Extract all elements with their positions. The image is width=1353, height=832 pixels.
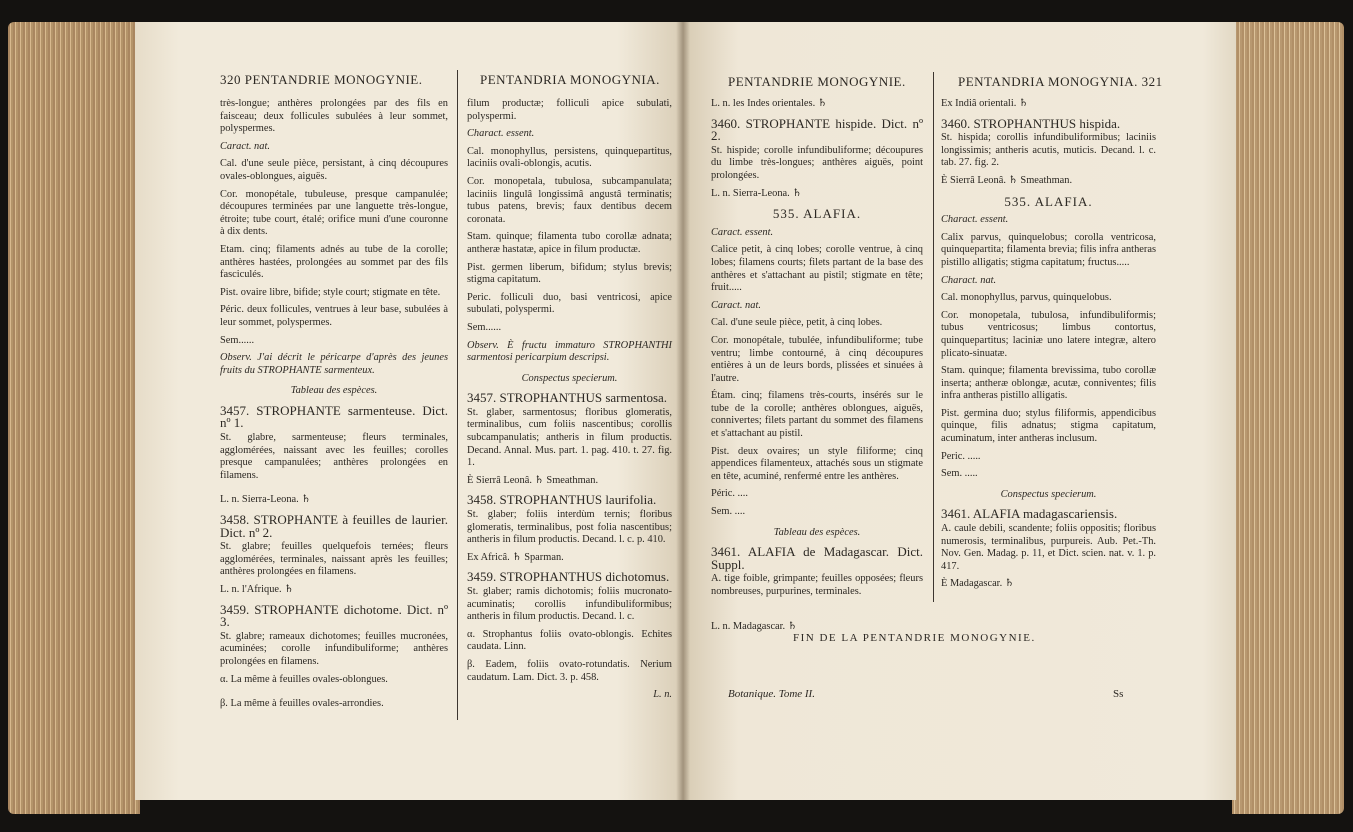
section-heading: Tableau des espèces.: [773, 526, 861, 538]
text-block: Pist. germina duo; stylus filiformis, appendicibus quinque, filis adnatus; stigma capitatum, acuminatum, inter antheras inclusum.: [941, 407, 1156, 445]
right-page: [683, 22, 1236, 800]
page-number: 321: [1141, 74, 1163, 89]
species-entry: 3461. ALAFIA de Madagascar. Dict. Suppl.: [711, 544, 923, 572]
locality: L. n. Sierra-Leona. ♄: [711, 187, 802, 199]
text-block: Cor. monopétale, tubuleuse, presque campanulée; découpures terminées par une languette très-longue, étroite; tube court, étalé; orifice muni d'une couronne à dix dents.: [220, 188, 448, 238]
locality: È Sierrâ Leonâ. ♄ Smeathman.: [467, 474, 599, 486]
locality: È Sierrâ Leonâ. ♄ Smeathman.: [941, 174, 1073, 186]
observation: Observ. J'ai décrit le péricarpe d'après des jeunes fruits du STROPHANTE sarmenteux.: [220, 352, 448, 376]
locality: Ex Indiâ orientali. ♄: [941, 98, 1029, 109]
left-page-edges: [8, 22, 140, 814]
species-description: St. hispida; corollis infundibuliformibus; laciniis longissimis; antheris acutis, muticis. Decand. l. c. tab. 27. fig. 2.: [941, 132, 1156, 169]
species-description: St. hispide; corolle infundibuliforme; découpures du limbe très-longues; anthères aiguës, point prolongées.: [711, 144, 923, 181]
species-entry: 3460. STROPHANTE hispide. Dict. nº 2.: [711, 115, 923, 144]
species-entry: 3458. STROPHANTHUS laurifolia.: [467, 492, 657, 508]
section-label: Caract. nat.: [220, 140, 270, 152]
genus-heading: 535. ALAFIA.: [1004, 193, 1093, 209]
species-description: St. glaber; ramis dichotomis; foliis mucronato-acuminatis; corollis infundibuliformibus; antheris in filum productis. Decand. l. c.: [467, 586, 672, 623]
species-description: A. caule debili, scandente; foliis oppositis; floribus numerosis, terminalibus, purpureis. Aub. Pet.-Th. Nov. Gen. Madag. p. 11, et Dict. scien. nat. v. 1. p. 417.: [941, 523, 1156, 572]
right-page-edges: [1232, 22, 1344, 814]
text-block: Etam. cinq; filaments adnés au tube de la corolle; anthères hastées, prolongées au sommet par des fils fasciculés.: [220, 243, 448, 281]
species-entry: 3458. STROPHANTE à feuilles de laurier. Dict. nº 2.: [220, 512, 448, 540]
catchword: L. n.: [653, 689, 672, 701]
section-label: Charact. nat.: [941, 274, 997, 286]
text-block: Sem. .....: [941, 468, 978, 480]
running-head-fr: PENTANDRIE MONOGYNIE.: [244, 72, 423, 87]
species-entry: 3461. ALAFIA madagascariensis.: [941, 506, 1118, 522]
section-label: Caract. essent.: [711, 226, 774, 238]
locality: Ex Africâ. ♄ Sparman.: [467, 551, 564, 563]
page-number: 320: [220, 72, 241, 87]
left-page: [135, 22, 683, 800]
variety: α. La même à feuilles ovales-oblongues.: [220, 673, 388, 685]
text-block: Sem. ....: [711, 506, 746, 518]
text-block: Cor. monopetala, tubulosa, subcampanulata; laciniis lingulâ longissimâ angustâ terminatis; tubus patens, brevis; faux dentibus decem coronata.: [467, 175, 672, 225]
section-heading: Tableau des espèces.: [290, 385, 378, 397]
text-block: Peric. .....: [941, 450, 981, 462]
book-gutter: [676, 22, 690, 800]
right-page-header: [958, 74, 1163, 90]
species-entry: 3459. STROPHANTHUS dichotomus.: [467, 569, 670, 585]
text-block: Cal. monophyllus, persistens, quinquepartitus, laciniis ovali-oblongis, acutis.: [467, 145, 672, 170]
text-block: Calice petit, à cinq lobes; corolle ventrue, à cinq lobes; filamens courts; filets partant de la base des anthères et s'attachant au pistil; stigmate en tête; fruit.....: [711, 244, 923, 294]
section-label: Charact. essent.: [941, 214, 1009, 226]
section-label: Charact. essent.: [467, 128, 535, 140]
text-block: Pist. germen liberum, bifidum; stylus brevis; stigma capitatum.: [467, 261, 672, 286]
text-block: Stam. quinque; filamenta brevissima, tubo corollæ inserta; antheræ oblongæ, acutæ, conniventes; filis infra antheras pistillo alligatis.: [941, 365, 1156, 402]
text-block: Cal. monophyllus, parvus, quinquelobus.: [941, 292, 1112, 304]
species-description: A. tige foible, grimpante; feuilles opposées; fleurs nombreuses, purpurines, terminales.: [711, 573, 923, 597]
running-head-la: PENTANDRIA MONOGYNIA.: [480, 72, 660, 87]
running-head-la: PENTANDRIA MONOGYNIA.: [958, 74, 1138, 89]
running-head-fr: PENTANDRIE MONOGYNIE.: [728, 74, 906, 89]
text-block: Cal. d'une seule pièce, persistant, à cinq découpures ovales-oblongues, aiguës.: [220, 158, 448, 182]
footer-signature-left: Botanique. Tome II.: [728, 688, 815, 700]
section-heading: Conspectus specierum.: [1000, 488, 1097, 500]
species-entry: 3460. STROPHANTHUS hispida.: [941, 115, 1121, 131]
left-page-header: [220, 72, 422, 88]
text-block: Cor. monopétale, tubulée, infundibuliforme; tube ventru; limbe contourné, à cinq découpures entières à un de leurs bords, plissées et sinuées à l'autre.: [711, 334, 923, 384]
species-description: St. glaber; foliis interdùm ternis; floribus glomeratis, terminalibus, post folia nascentibus; antheris in filum productis. Decand. l. c. p. 410.: [467, 509, 672, 546]
species-description: St. glaber, sarmentosus; floribus glomeratis, terminalibus, cum foliis nascentibus; corollis subcampanulatis; antheris in filum productis. Decand. Annal. Mus. part. 1. pag. 410. t. 27. fig. 1.: [467, 406, 672, 469]
text-block: Cal. d'une seule pièce, petit, à cinq lobes.: [711, 317, 883, 329]
text-block: Pist. deux ovaires; un style filiforme; cinq appendices filamenteux, attachés sous un stigmate en tête, acuminé, renfermé entre les anthères.: [711, 445, 923, 482]
species-description: St. glabre; feuilles quelquefois ternées; fleurs agglomérées, terminales, naissant après les feuilles; anthères prolongées en filamens.: [220, 541, 448, 578]
locality: L. n. Sierra-Leona. ♄: [220, 494, 311, 506]
section-label: Caract. nat.: [711, 299, 761, 311]
variety: β. La même à feuilles ovales-arrondies.: [220, 698, 384, 710]
end-of-section-line: FIN DE LA PENTANDRIE MONOGYNIE.: [793, 632, 1036, 644]
text-block: Cor. monopetala, tubulosa, infundibuliformis; tubus ventricosus; limbus contortus, quinquepartitus; laciniæ uno latere integræ, altero plicato-sinuatæ.: [941, 309, 1156, 359]
locality: L. n. Madagascar. ♄: [711, 620, 798, 632]
variety: β. Eadem, foliis ovato-rotundatis. Nerium caudatum. Lam. Dict. 3. p. 458.: [467, 658, 672, 683]
locality: È Madagascar. ♄: [941, 578, 1015, 590]
text-block: Stam. quinque; filamenta tubo corollæ adnata; antheræ hastatæ, apice in filum productæ.: [467, 231, 672, 255]
locality: L. n. les Indes orientales. ♄: [711, 98, 828, 109]
text-block: Pist. ovaire libre, bifide; style court; stigmate en tête.: [220, 286, 441, 298]
text-block: Étam. cinq; filamens très-courts, insérés sur le tube de la corolle; anthères oblongues, aiguës, connivertes; filets partant du sommet des filamens et s'attachant au pistil.: [711, 390, 923, 440]
text-block: Péric. ....: [711, 488, 748, 500]
text-block: Calix parvus, quinquelobus; corolla ventricosa, quinquepartita; filamenta brevia; filis infra antheras pistillo alligatis; stigma capitatum; fructus.....: [941, 231, 1156, 268]
locality: L. n. l'Afrique. ♄: [220, 584, 294, 595]
footer-signature-mark: Ss: [1113, 688, 1124, 700]
text-block: filum productæ; folliculi apice subulati, polyspermi.: [467, 98, 672, 122]
latin-column: [941, 98, 1156, 596]
french-column: [711, 98, 923, 638]
latin-column: [467, 98, 672, 702]
french-column: [220, 98, 448, 716]
text-block: Sem......: [220, 334, 255, 346]
text-block: Péric. deux follicules, ventrues à leur base, subulées à leur sommet, polyspermes.: [220, 304, 448, 328]
species-entry: 3459. STROPHANTE dichotome. Dict. nº 3.: [220, 601, 448, 630]
species-description: St. glabre; rameaux dichotomes; feuilles mucronées, acuminées; corolle infundibuliforme; anthères prolongées en filamens.: [220, 630, 448, 667]
column-rule: [933, 72, 934, 602]
column-rule: [457, 70, 458, 720]
species-entry: 3457. STROPHANTE sarmenteuse. Dict. nº 1.: [220, 402, 448, 431]
section-heading: Conspectus specierum.: [521, 372, 618, 384]
variety: α. Strophantus foliis ovato-oblongis. Echites caudata. Linn.: [467, 628, 672, 653]
text-block: très-longue; anthères prolongées par des fils en faisceau; deux follicules subulées à leur sommet, polyspermes.: [220, 98, 448, 135]
species-description: St. glabre, sarmenteuse; fleurs terminales, agglomérées, naissant avec les feuilles; corolles presque campanulées; anthères prolongées en filamens.: [220, 432, 448, 481]
genus-heading: 535. ALAFIA.: [772, 206, 862, 222]
species-entry: 3457. STROPHANTHUS sarmentosa.: [467, 390, 668, 406]
observation: Observ. È fructu immaturo STROPHANTHI sarmentosi pericarpium descripsi.: [467, 339, 672, 364]
text-block: Sem......: [467, 321, 502, 333]
text-block: Peric. folliculi duo, basi ventricosi, apice subulati, polyspermi.: [467, 291, 672, 316]
